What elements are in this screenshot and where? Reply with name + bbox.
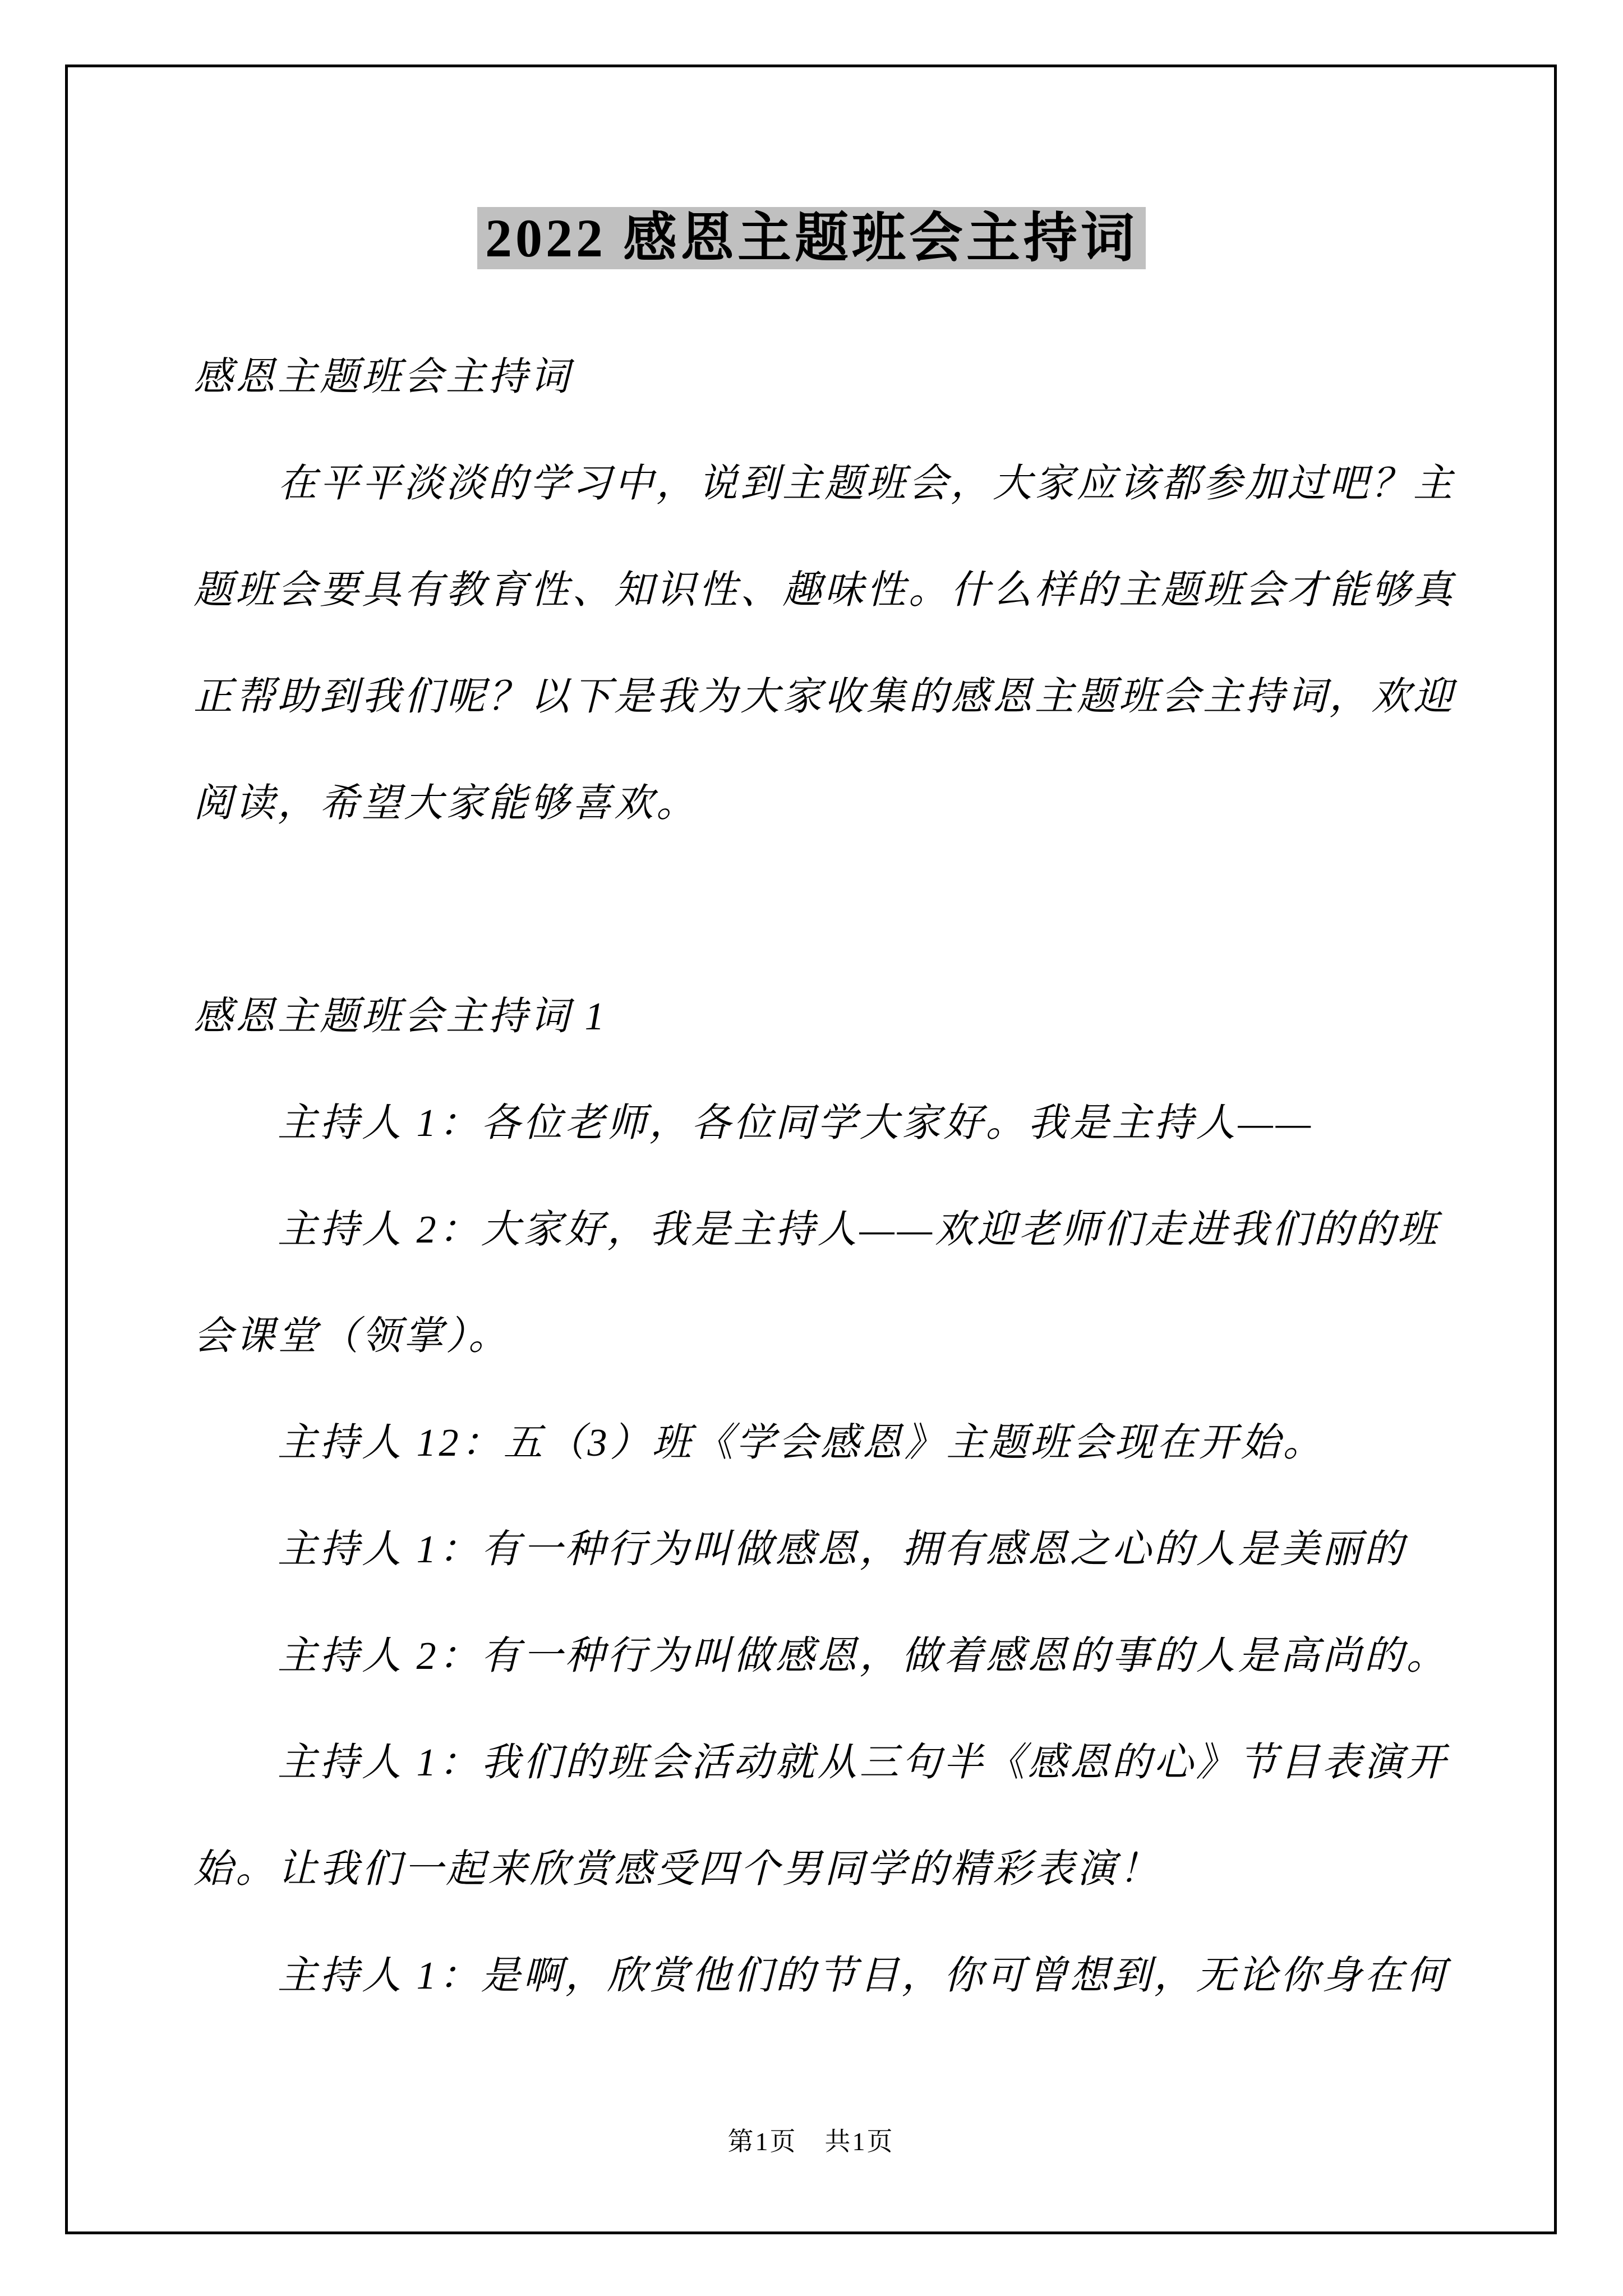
text-line: 正帮助到我们呢？以下是我为大家收集的感恩主题班会主持词，欢迎 [193, 675, 1455, 719]
document-title-text: 2022 感恩主题班会主持词 [477, 207, 1146, 269]
text-line: 在平平淡淡的学习中，说到主题班会，大家应该都参加过吧？主 [278, 462, 1455, 505]
text-line: 主持人 1：各位老师，各位同学大家好。我是主持人—— [278, 1102, 1313, 1145]
blank-line [193, 857, 1489, 964]
text-line: 感恩主题班会主持词 1 [193, 995, 607, 1038]
text-line: 主持人 2：有一种行为叫做感恩，做着感恩的事的人是高尚的。 [278, 1635, 1449, 1678]
text-line: 主持人 1：有一种行为叫做感恩，拥有感恩之心的人是美丽的 [278, 1528, 1407, 1571]
text-line: 题班会要具有教育性、知识性、趣味性。什么样的主题班会才能够真 [193, 569, 1455, 612]
text-line: 主持人 2：大家好，我是主持人——欢迎老师们走进我们的的班 [278, 1208, 1440, 1251]
text-line: 阅读，希望大家能够喜欢。 [193, 782, 698, 825]
page-footer: 第1页 共1页 [727, 2127, 895, 2156]
text-line: 主持人 1：是啊，欣赏他们的节目，你可曾想到，无论你身在何 [278, 1954, 1449, 1998]
document-body [193, 324, 1489, 2030]
text-line: 主持人 12：五（3）班《学会感恩》主题班会现在开始。 [278, 1421, 1325, 1465]
text-line: 始。让我们一起来欣赏感受四个男同学的精彩表演！ [193, 1848, 1161, 1891]
text-line: 会课堂（领掌）。 [193, 1315, 510, 1358]
text-line: 主持人 1：我们的班会活动就从三句半《感恩的心》节目表演开 [278, 1741, 1449, 1784]
text-line: 感恩主题班会主持词 [193, 356, 572, 399]
document-title [0, 196, 1623, 280]
